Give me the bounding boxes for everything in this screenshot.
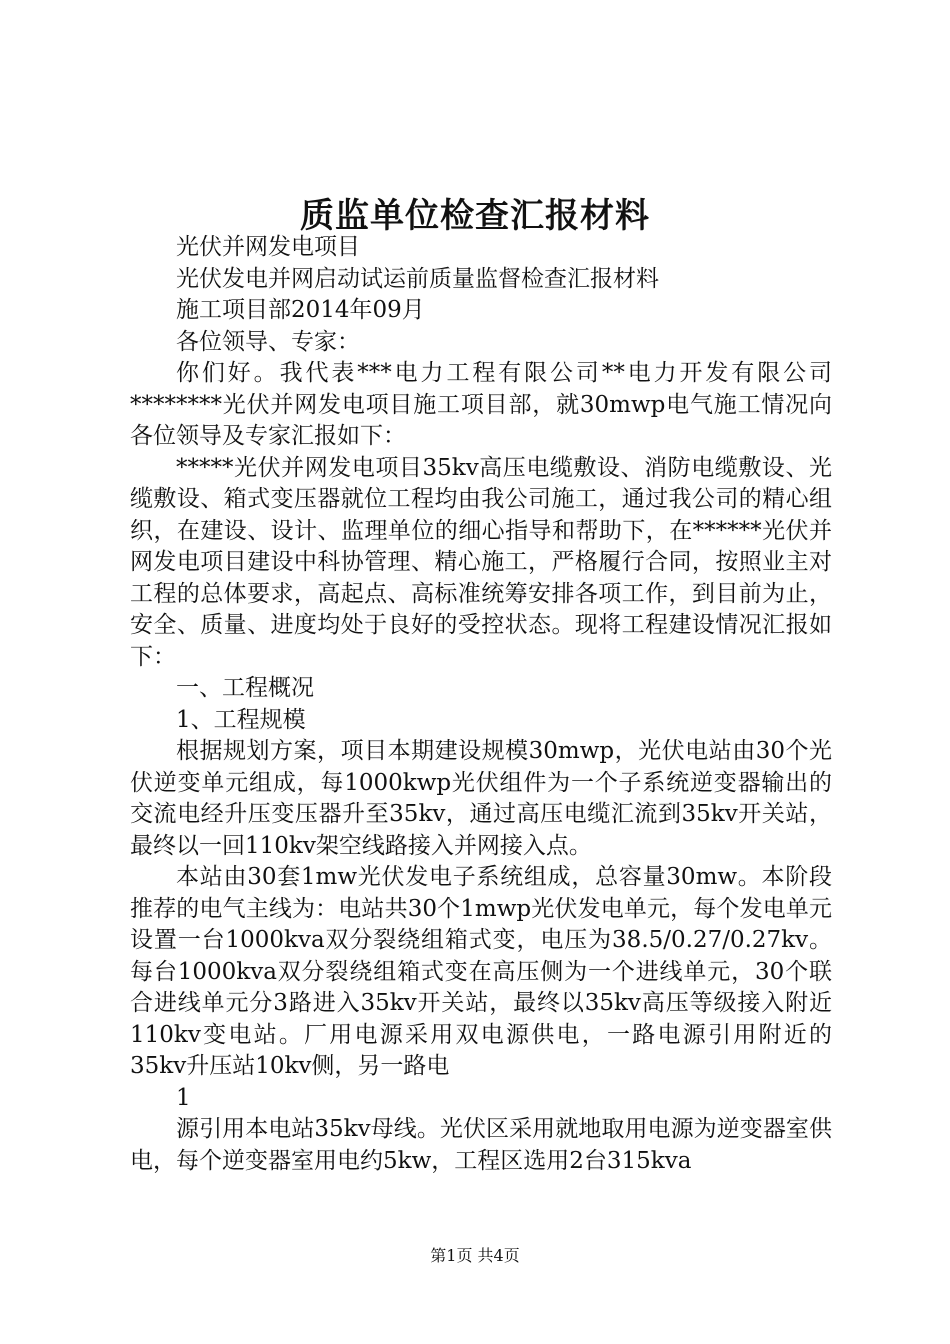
section-heading-overview: 一、工程概况 [176, 675, 314, 701]
scale-paragraph: 根据规划方案，项目本期建设规模30mwp，光伏电站由30个光伏逆变单元组成，每1000kwp光伏组件为一个子系统逆变器输出的交流电经升压变压器升至35kv，通过高压电缆汇流到35kv开关站，最终以一回110kv架空线路接入并网接入点。 [130, 738, 832, 859]
project-name-line: 光伏并网发电项目 [176, 234, 360, 260]
document-title: 质监单位检查汇报材料 [300, 196, 650, 236]
salutation: 各位领导、专家： [176, 328, 360, 355]
department-date-line: 施工项目部2014年09月 [176, 297, 425, 323]
power-supply-paragraph: 源引用本电站35kv母线。光伏区采用就地取用电源为逆变器室供电，每个逆变器室用电约5kw，工程区选用2台315kva [130, 1116, 832, 1174]
report-subtitle-line: 光伏发电并网启动试运前质量监督检查汇报材料 [176, 265, 659, 292]
page-footer: 第1页 共4页 [430, 1246, 520, 1265]
intro-paragraph: 你们好。我代表***电力工程有限公司**电力开发有限公司********光伏并网发电项目施工项目部，就30mwp电气施工情况向各位领导及专家汇报如下： [130, 360, 832, 449]
document-body [130, 232, 832, 1177]
inline-page-number: 1 [176, 1084, 191, 1111]
station-composition-paragraph: 本站由30套1mw光伏发电子系统组成，总容量30mw。本阶段推荐的电气主线为：电站共30个1mwp光伏发电单元，每个发电单元设置一台1000kva双分裂绕组箱式变，电压为38.5/0.27/0.27kv。每台1000kva双分裂绕组箱式变在高压侧为一个进线单元，30个联合进线单元分3路进入35kv开关站，最终以35kv高压等级接入附近110kv变电站。厂用电源采用双电源供电，一路电源引用附近的35kv升压站10kv侧，另一路电 [130, 864, 832, 1079]
construction-summary-paragraph: *****光伏并网发电项目35kv高压电缆敷设、消防电缆敷设、光缆敷设、箱式变压器就位工程均由我公司施工，通过我公司的精心组织，在建设、设计、监理单位的细心指导和帮助下，在******光伏并网发电项目建设中科协管理、精心施工，严格履行合同，按照业主对工程的总体要求，高起点、高标准统筹安排各项工作，到目前为止，安全、质量、进度均处于良好的受控状态。现将工程建设情况汇报如下： [130, 454, 832, 670]
subsection-heading-scale: 1、工程规模 [176, 706, 306, 733]
